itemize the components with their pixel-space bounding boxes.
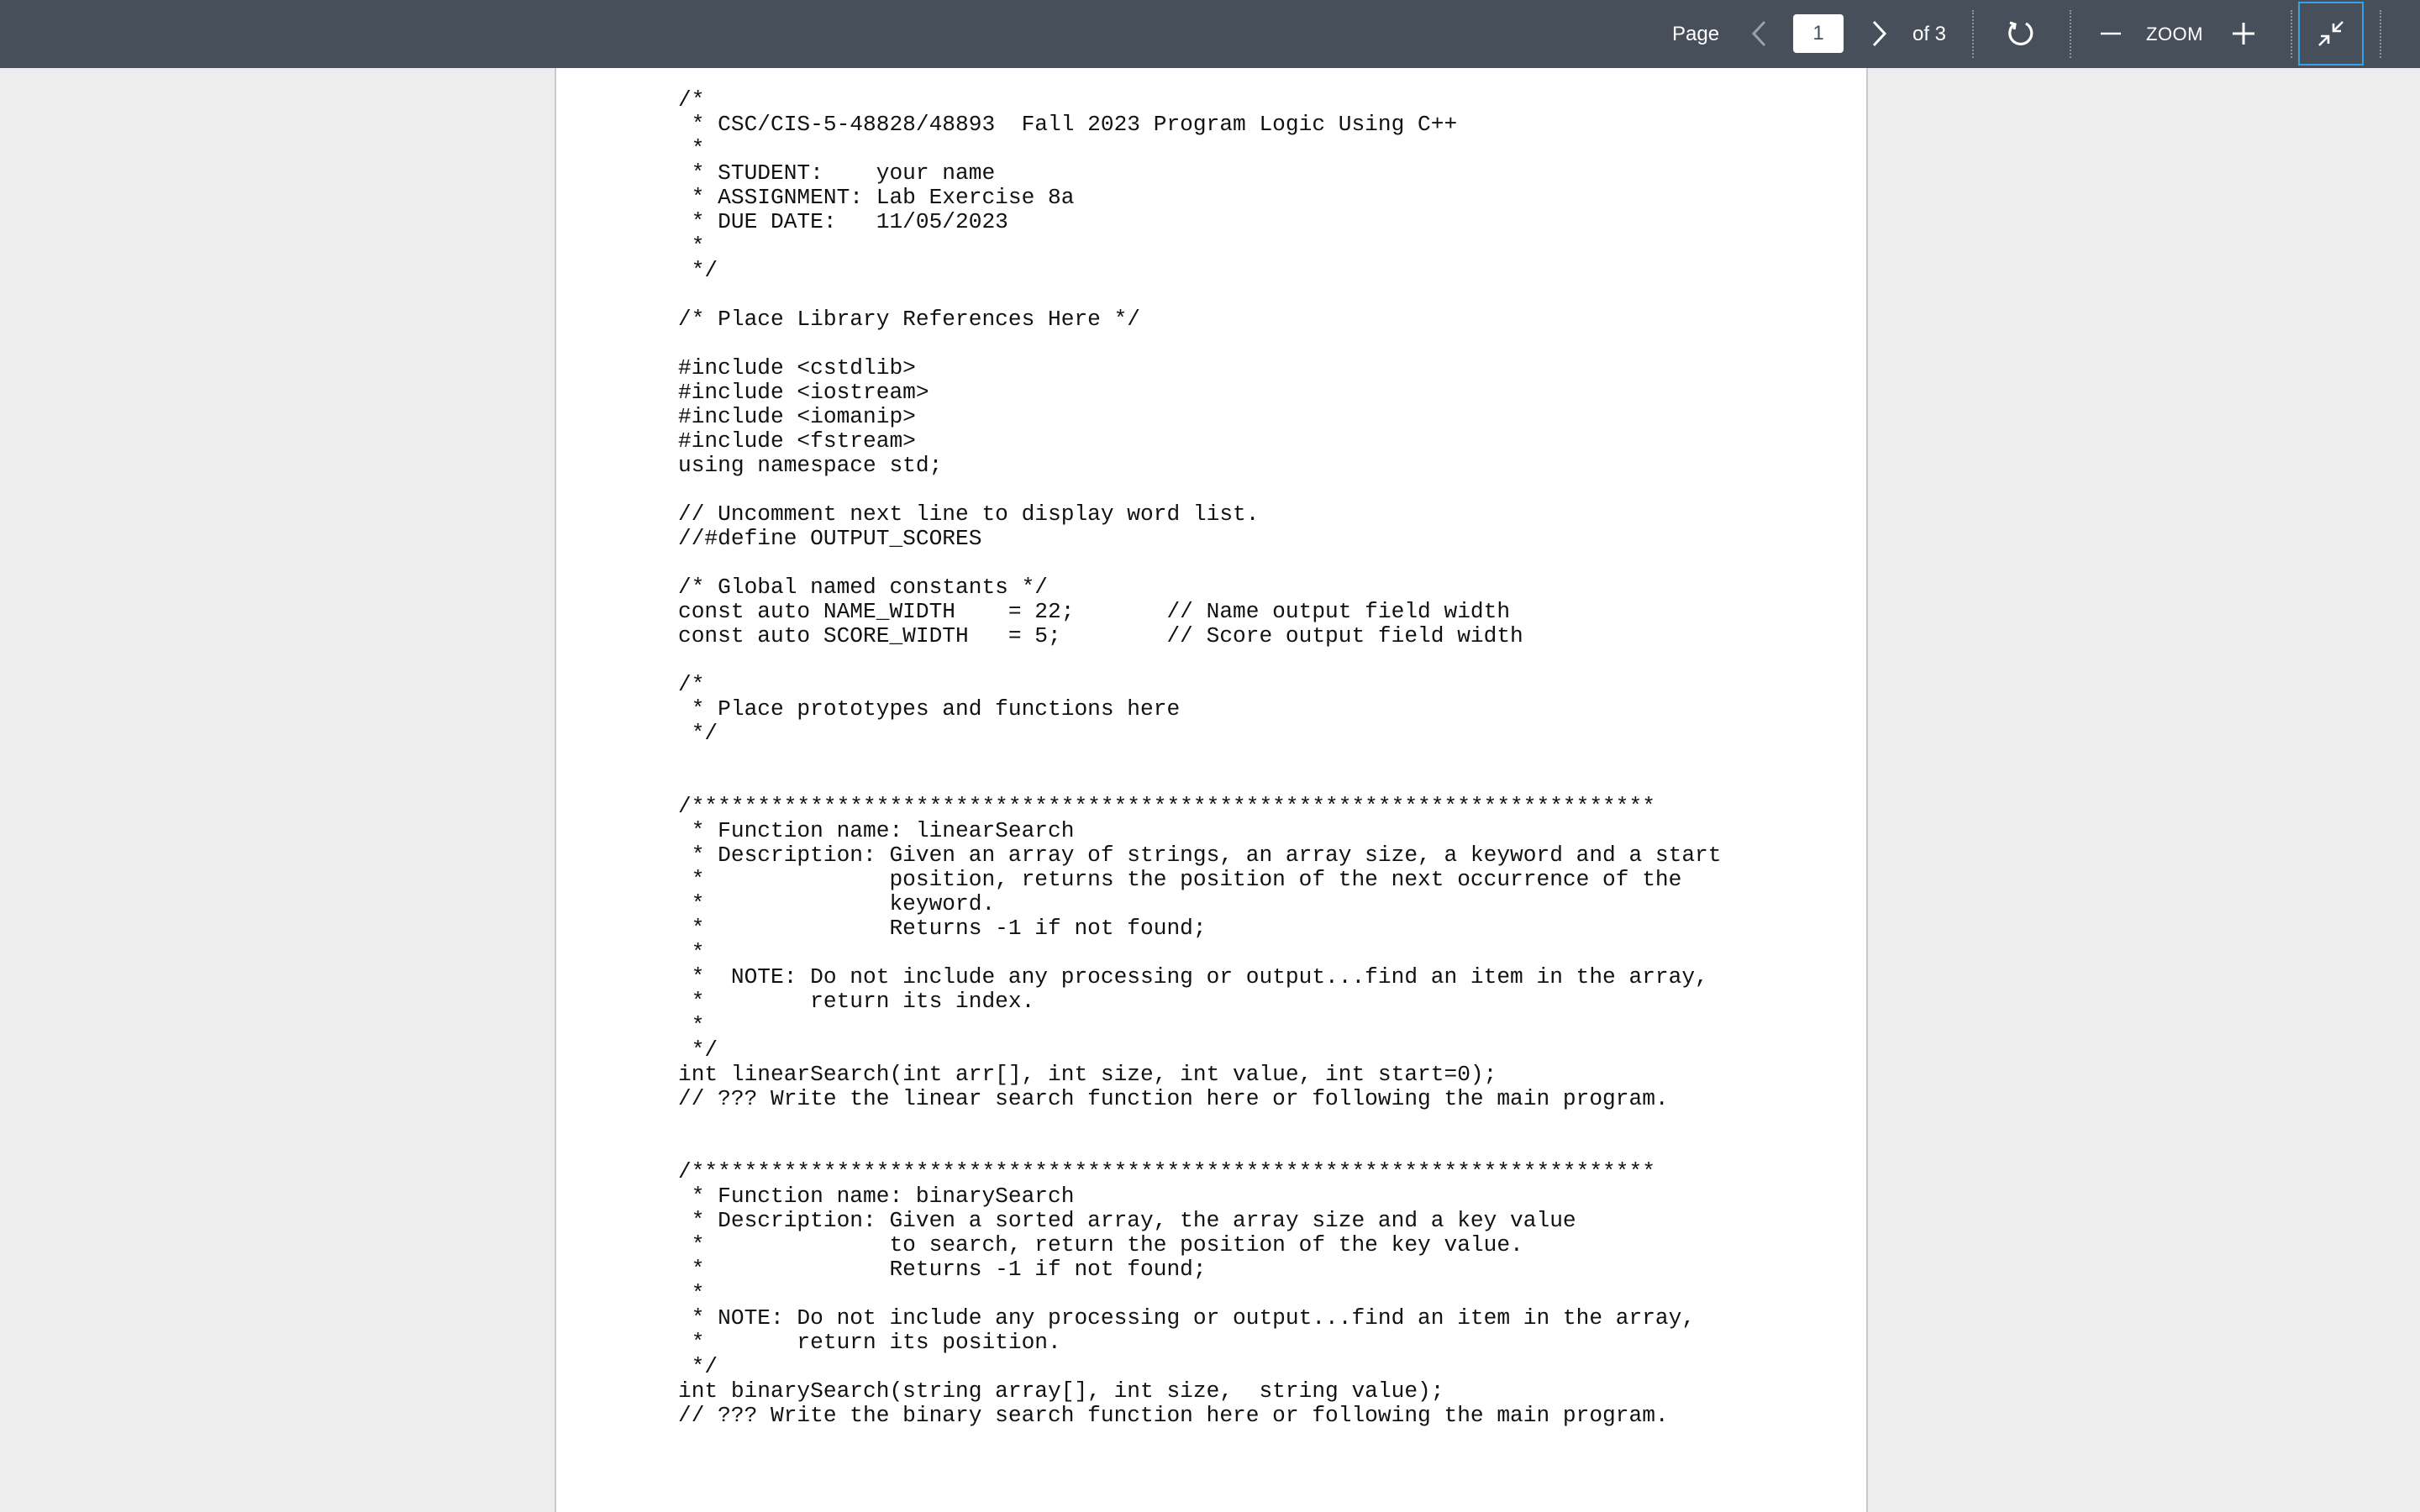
code-line: * bbox=[678, 1281, 705, 1306]
code-line: * Description: Given an array of strings, an array size, a keyword and a start bbox=[678, 843, 1722, 868]
code-line: /* bbox=[678, 672, 705, 697]
zoom-out-button[interactable] bbox=[2091, 13, 2131, 54]
code-line: */ bbox=[678, 1037, 718, 1063]
page-label: Page bbox=[1672, 22, 1720, 45]
code-line: // Uncomment next line to display word list. bbox=[678, 501, 1260, 527]
rotate-button[interactable] bbox=[2001, 13, 2041, 54]
code-line: */ bbox=[678, 1354, 718, 1379]
code-line: /* Place Library References Here */ bbox=[678, 307, 1141, 332]
zoom-in-button[interactable] bbox=[2223, 13, 2264, 54]
minus-icon bbox=[2099, 22, 2123, 45]
plus-icon bbox=[2231, 21, 2256, 46]
pdf-toolbar bbox=[0, 0, 2420, 68]
code-line: * return its position. bbox=[678, 1330, 1061, 1355]
code-line: * CSC/CIS-5-48828/48893 Fall 2023 Program Logic Using C++ bbox=[678, 112, 1458, 137]
code-line: * to search, return the position of the key value. bbox=[678, 1232, 1523, 1257]
document-viewer[interactable] bbox=[0, 68, 2420, 1512]
code-line: */ bbox=[678, 258, 718, 283]
code-line: /************************************************************************* bbox=[678, 1159, 1655, 1184]
code-listing bbox=[678, 88, 1722, 1428]
code-line: const auto SCORE_WIDTH = 5; // Score output field width bbox=[678, 623, 1523, 648]
toolbar-separator bbox=[2070, 10, 2071, 58]
code-line bbox=[678, 478, 1722, 502]
code-line: * bbox=[678, 1013, 705, 1038]
code-line: * keyword. bbox=[678, 891, 996, 916]
rotate-icon bbox=[2005, 18, 2037, 50]
code-line: * Place prototypes and functions here bbox=[678, 696, 1181, 722]
pdf-page bbox=[555, 68, 1868, 1512]
code-line: * Returns -1 if not found; bbox=[678, 916, 1207, 941]
code-line: * DUE DATE: 11/05/2023 bbox=[678, 209, 1008, 234]
code-line: * return its index. bbox=[678, 989, 1035, 1014]
code-line: * Returns -1 if not found; bbox=[678, 1257, 1207, 1282]
code-line: // ??? Write the binary search function here or following the main program. bbox=[678, 1403, 1669, 1428]
toolbar-separator bbox=[2291, 10, 2292, 58]
chevron-right-icon bbox=[1869, 19, 1889, 48]
collapse-icon bbox=[2316, 18, 2346, 49]
code-line: // ??? Write the linear search function here or following the main program. bbox=[678, 1086, 1669, 1111]
code-line bbox=[678, 1111, 1722, 1136]
code-line: int linearSearch(int arr[], int size, int value, int start=0); bbox=[678, 1062, 1497, 1087]
code-line: /* bbox=[678, 87, 705, 113]
code-line bbox=[678, 770, 1722, 795]
code-line: #include <fstream> bbox=[678, 428, 916, 454]
code-line: #include <iostream> bbox=[678, 380, 929, 405]
zoom-label: ZOOM bbox=[2146, 23, 2203, 45]
toolbar-separator bbox=[1972, 10, 1974, 58]
page-number-input[interactable] bbox=[1793, 14, 1844, 53]
code-line: const auto NAME_WIDTH = 22; // Name output field width bbox=[678, 599, 1511, 624]
code-line: using namespace std; bbox=[678, 453, 943, 478]
code-line: * ASSIGNMENT: Lab Exercise 8a bbox=[678, 185, 1075, 210]
code-line bbox=[678, 648, 1722, 673]
code-line bbox=[678, 551, 1722, 575]
code-line: */ bbox=[678, 721, 718, 746]
code-line: /* Global named constants */ bbox=[678, 575, 1049, 600]
code-line bbox=[678, 332, 1722, 356]
code-line bbox=[678, 283, 1722, 307]
code-line bbox=[678, 746, 1722, 770]
code-line: * bbox=[678, 940, 705, 965]
code-line: * bbox=[678, 136, 705, 161]
code-line: * NOTE: Do not include any processing or output...find an item in the array, bbox=[678, 1305, 1696, 1331]
code-line: #include <cstdlib> bbox=[678, 355, 916, 381]
code-line bbox=[678, 1136, 1722, 1160]
code-line: * Function name: linearSearch bbox=[678, 818, 1075, 843]
toolbar-separator bbox=[2380, 10, 2381, 58]
code-line: * Function name: binarySearch bbox=[678, 1184, 1075, 1209]
code-line: * STUDENT: your name bbox=[678, 160, 996, 186]
code-line: * bbox=[678, 234, 705, 259]
next-page-button[interactable] bbox=[1859, 13, 1899, 54]
chevron-left-icon bbox=[1749, 19, 1770, 48]
code-line: * position, returns the position of the next occurrence of the bbox=[678, 867, 1682, 892]
code-line: #include <iomanip> bbox=[678, 404, 916, 429]
code-line: /************************************************************************* bbox=[678, 794, 1655, 819]
exit-fullscreen-button[interactable] bbox=[2298, 2, 2364, 66]
previous-page-button[interactable] bbox=[1739, 13, 1780, 54]
code-line: * Description: Given a sorted array, the array size and a key value bbox=[678, 1208, 1576, 1233]
code-line: int binarySearch(string array[], int size, string value); bbox=[678, 1378, 1444, 1404]
code-line: //#define OUTPUT_SCORES bbox=[678, 526, 982, 551]
code-line: * NOTE: Do not include any processing or output...find an item in the array, bbox=[678, 964, 1708, 990]
page-count-label: of 3 bbox=[1912, 22, 1947, 45]
